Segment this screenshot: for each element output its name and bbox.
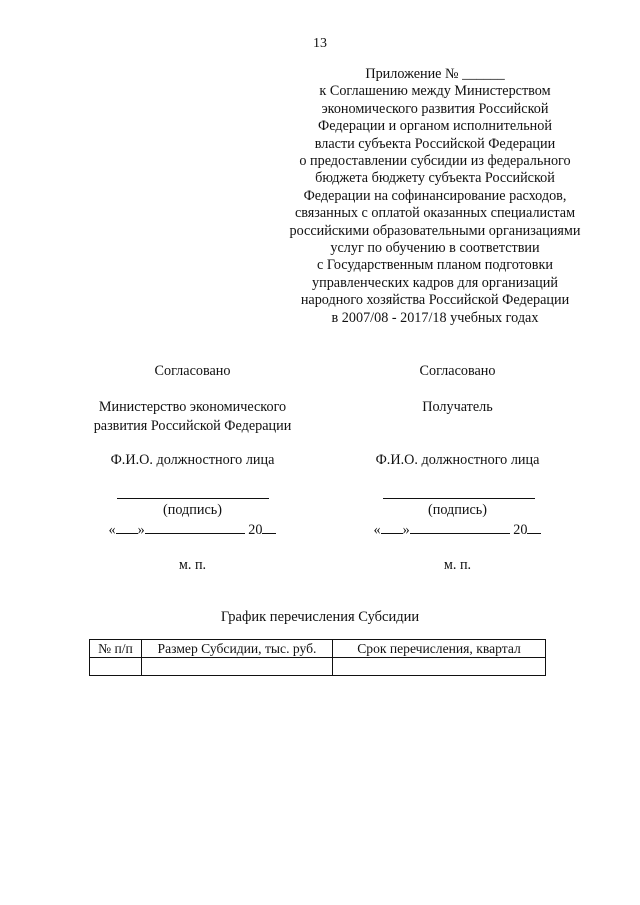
right-official-name-label: Ф.И.О. должностного лица	[375, 452, 540, 468]
column-header: Размер Субсидии, тыс. руб.	[142, 640, 333, 658]
left-org-line: развития Российской Федерации	[93, 418, 292, 434]
page-number: 13	[313, 36, 327, 51]
right-date-line	[335, 521, 580, 539]
table-cell	[142, 658, 333, 676]
right-signature-caption: (подпись)	[428, 502, 487, 518]
appendix-line: экономического развития Российской	[321, 100, 549, 117]
appendix-line: с Государственным планом подготовки	[317, 257, 553, 274]
date-quote-open: «	[108, 522, 116, 538]
date-quote-open: «	[373, 522, 381, 538]
appendix-line: российскими образовательными организациями	[289, 222, 581, 239]
table-cell	[333, 658, 546, 676]
schedule-title: График перечисления Субсидии	[220, 609, 420, 625]
left-organization	[70, 398, 315, 436]
appendix-line: о предоставлении субсидии из федерального	[299, 153, 571, 170]
column-header: № п/п	[90, 640, 142, 658]
left-stamp-place: м. п.	[178, 557, 207, 573]
appendix-line: управленческих кадров для организаций	[312, 274, 558, 291]
left-date-line	[70, 521, 315, 539]
appendix-line: к Соглашению между Министерством	[319, 83, 551, 100]
right-stamp-place: м. п.	[443, 557, 472, 573]
month-blank	[410, 521, 510, 534]
appendix-line: власти субъекта Российской Федерации	[314, 135, 556, 152]
schedule-table	[89, 639, 546, 676]
left-official-name-label: Ф.И.О. должностного лица	[110, 452, 275, 468]
appendix-line: Федерации и органом исполнительной	[318, 118, 552, 135]
table-cell	[90, 658, 142, 676]
day-blank	[116, 521, 138, 534]
left-org-line: Министерство экономического	[98, 399, 287, 415]
year-prefix: 20	[513, 522, 528, 538]
table-row	[90, 658, 546, 676]
table-header-row	[90, 640, 546, 658]
date-quote-close: »	[137, 522, 145, 538]
appendix-line: Федерации на софинансирование расходов,	[303, 187, 567, 204]
appendix-line: бюджета бюджету субъекта Российской	[315, 170, 555, 187]
right-agreed-label: Согласовано	[419, 363, 496, 379]
right-organization	[335, 398, 580, 417]
appendix-line: связанных с оплатой оказанных специалистам	[294, 205, 576, 222]
year-blank	[527, 521, 541, 534]
right-signature-line	[383, 498, 535, 499]
left-signature-caption: (подпись)	[163, 502, 222, 518]
day-blank	[381, 521, 403, 534]
appendix-header	[265, 66, 605, 327]
appendix-line: Приложение № ______	[365, 66, 505, 82]
left-agreed-label: Согласовано	[154, 363, 231, 379]
column-header: Срок перечисления, квартал	[333, 640, 546, 658]
year-prefix: 20	[248, 522, 263, 538]
date-quote-close: »	[402, 522, 410, 538]
appendix-line: в 2007/08 - 2017/18 учебных годах	[331, 309, 539, 326]
appendix-line: народного хозяйства Российской Федерации	[300, 292, 570, 309]
month-blank	[145, 521, 245, 534]
right-org-line: Получатель	[422, 399, 493, 415]
left-signature-line	[117, 498, 269, 499]
appendix-line: услуг по обучению в соответствии	[330, 240, 540, 257]
year-blank	[262, 521, 276, 534]
